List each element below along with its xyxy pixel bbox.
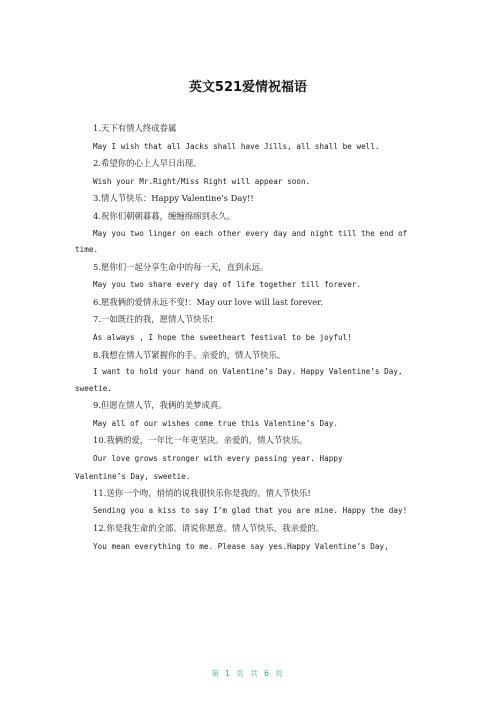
paragraph-line: Valentine’s Day, sweetie.	[75, 471, 191, 481]
document-title: 英文521爱情祝福语	[188, 80, 308, 95]
paragraph-line: 11.送你一个吻，悄悄的说我很快乐你是我的。情人节快乐!	[93, 488, 311, 499]
paragraph-line: 6.愿我俩的爱情永远不变!：May our love will last forever.	[93, 296, 324, 307]
paragraph-line: 3.情人节快乐：Happy Valentine's Day!!	[93, 193, 254, 204]
paragraph-line: I want to hold your hand on Valentine’s Day. Happy Valentine’s Day, sweetie.	[75, 367, 403, 393]
paragraph-line: 8.我想在情人节紧握你的手。亲爱的，情人节快乐。	[93, 349, 286, 360]
paragraph-line: 1.天下有情人终成眷属	[93, 123, 177, 133]
paragraph-line: 9.但愿在情人节，我俩的美梦成真。	[93, 400, 227, 411]
paragraph-line: May I wish that all Jacks shall have Jills, all shall be well.	[93, 141, 380, 151]
paragraph-line: 2.希望你的心上人早日出现。	[93, 158, 202, 169]
paragraph-line: You mean everything to me. Please say yes.Happy Valentine’s Day,	[93, 541, 389, 551]
paragraph-line: May you two share every day of life together till forever.	[93, 280, 362, 290]
paragraph-line: As always , I hope the sweetheart festival to be joyful!	[93, 332, 352, 342]
paragraph-line: Wish your Mr.Right/Miss Right will appear soon.	[93, 176, 311, 186]
paragraph-line: May all of our wishes come true this Valentine’s Day.	[93, 418, 338, 428]
paragraph-line: 12.你是我生命的全部。请说你愿意。情人节快乐，我亲爱的。	[93, 523, 325, 534]
paragraph-line: 4.祝你们朝朝暮暮，缠缠绵绵到永久。	[93, 210, 235, 221]
paragraph-line: Sending you a kiss to say I’m glad that you are mine. Happy the day!	[93, 505, 408, 515]
paragraph-line: Our love grows stronger with every passing year. Happy	[93, 453, 343, 463]
paragraph-line: 10.我俩的爱，一年比一年更坚决。亲爱的，情人节快乐。	[93, 435, 308, 446]
paragraph-line: May you two linger on each other every day and night till the end of time.	[75, 228, 408, 255]
paragraph-line: 7.一如既往的我，愿情人节快乐!	[93, 314, 214, 325]
page-number-footer: 第 1 页 共 6 页	[211, 669, 285, 678]
document-body	[75, 120, 425, 555]
paragraph-line: 5.愿你们一起分享生命中的每一天，直到永远。	[93, 261, 269, 272]
